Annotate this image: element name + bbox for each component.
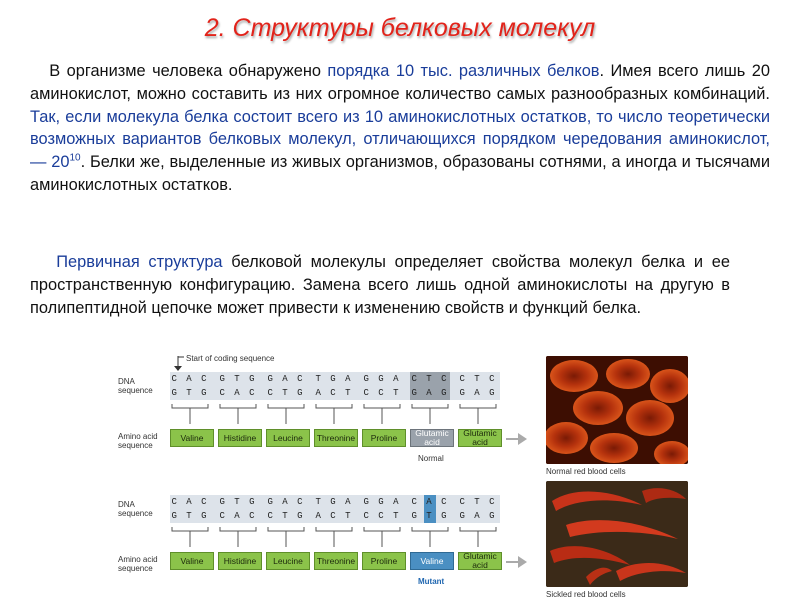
normal-caption: Normal <box>418 454 444 463</box>
amino-acid-box: Histidine <box>218 429 262 447</box>
paragraph-intro <box>30 60 770 197</box>
text: . Имея всего лишь 20 аминокислот, можно составить из них огромное количество самых разнообразных комбинаций. <box>30 62 770 103</box>
arrow-right-icon <box>518 433 527 445</box>
codon-brackets <box>170 402 510 426</box>
amino-acid-label: Amino acid sequence <box>118 432 158 450</box>
exponent: 10 <box>69 152 81 164</box>
amino-acid-box: Proline <box>362 552 406 570</box>
term-primary-structure: Первичная структура <box>56 253 223 271</box>
paragraph-primary-structure <box>30 251 730 319</box>
sickle-cell-diagram: Start of coding sequence DNA sequence C A C G T G G A C T G A G G A C T C C T C G T G C A C C T G A C T C C T G A G G A G Amino acid sequence Valine Histidine Leucine Threonine Proline Glutamic acid Glutamic acid Normal DNA sequence C A C G T G G A C T G A G G A C A C C T C G T G C A C C T G A C T C C T G T G G A G Amino acid sequence Valine Histidine Leucine Threonine Proline Valine Glutamic acid Mutant <box>118 350 528 600</box>
normal-blood-cells-image <box>546 356 688 464</box>
amino-acid-box: Glutamic acid <box>458 429 502 447</box>
amino-acid-box: Valine <box>170 429 214 447</box>
sickled-blood-cells-image <box>546 481 688 587</box>
amino-acid-box: Leucine <box>266 552 310 570</box>
amino-acid-box: Histidine <box>218 552 262 570</box>
amino-acid-box-highlight: Glutamic acid <box>410 429 454 447</box>
amino-acid-label: Amino acid sequence <box>118 555 158 573</box>
sickled-cells-caption: Sickled red blood cells <box>546 590 626 599</box>
normal-cells-caption: Normal red blood cells <box>546 467 626 476</box>
amino-acid-box: Glutamic acid <box>458 552 502 570</box>
amino-acid-box: Threonine <box>314 552 358 570</box>
codon-brackets <box>170 525 510 549</box>
text: В организме человека обнаружено <box>49 62 328 80</box>
amino-acid-box: Valine <box>170 552 214 570</box>
amino-acid-box: Threonine <box>314 429 358 447</box>
start-arrow-icon <box>172 356 184 372</box>
dna-label: DNA sequence <box>118 500 153 518</box>
mutant-caption: Mutant <box>418 577 445 586</box>
highlight-text: порядка 10 тыс. различных белков <box>327 62 600 80</box>
highlight-text: Так, если молекула белка состоит всего из 10 аминокислотных остатков, то число теоретически возможных вариантов белковых молекул, отличающихся порядком чередования аминокислот, — 20 <box>30 107 770 172</box>
amino-acid-box-mutated: Valine <box>410 552 454 570</box>
text: белковой молекулы определяет свойства молекул белка и ее пространственную конфигурацию. Замена всего лишь одной аминокислоты на другую в полипептидной цепочке может привести к изменению свойств и функций белка. <box>30 253 731 317</box>
start-label: Start of coding sequence <box>186 354 275 363</box>
arrow-right-icon <box>518 556 527 568</box>
page-title: 2. Структуры белковых молекул <box>204 14 596 42</box>
amino-acid-box: Proline <box>362 429 406 447</box>
dna-label: DNA sequence <box>118 377 153 395</box>
amino-acid-box: Leucine <box>266 429 310 447</box>
text: . Белки же, выделенные из живых организмов, образованы сотнями, а иногда и тысячами аминокислотных остатков. <box>30 153 770 194</box>
